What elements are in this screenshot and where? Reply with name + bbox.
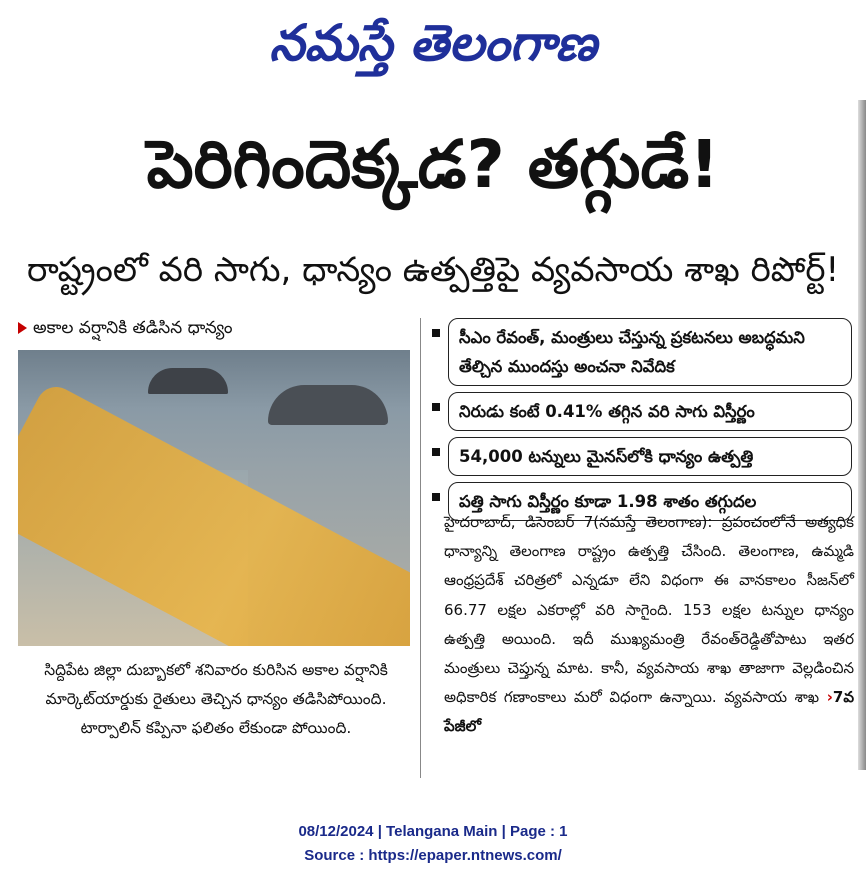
photo-tag-label: అకాల వర్షానికి తడిసిన ధాన్యం xyxy=(33,318,233,338)
photo-caption: సిద్దిపేట జిల్లా దుబ్బాకలో శనివారం కురిసిన అకాల వర్షానికి మార్కెట్‌యార్డుకు రైతులు తెచ్చిన ధాన్యం తడిసిపోయింది. టార్పాలిన్ కప్పినా ఫలితం లేకుండా పోయింది. xyxy=(44,661,388,737)
triangle-bullet-icon xyxy=(18,322,27,334)
highlights-list xyxy=(432,318,852,527)
subheadline: రాష్ట్రంలో వరి సాగు, ధాన్యం ఉత్పత్తిపై వ్యవసాయ శాఖ రిపోర్ట్! xyxy=(26,250,840,290)
news-photo xyxy=(18,350,410,646)
highlight-item xyxy=(432,318,852,386)
square-bullet-icon xyxy=(432,403,440,411)
highlight-text: పత్తి సాగు విస్తీర్ణం కూడా 1.98 శాతం తగ్గుదల xyxy=(448,482,852,521)
highlight-text: నిరుడు కంటే 0.41% తగ్గిన వరి సాగు విస్తీర్ణం xyxy=(448,392,852,431)
article-body xyxy=(444,508,854,742)
square-bullet-icon xyxy=(432,448,440,456)
photo-tarpaulin xyxy=(148,368,228,394)
highlight-text: సీఎం రేవంత్, మంత్రులు చేస్తున్న ప్రకటనలు అబద్ధమని తేల్చిన ముందస్తు అంచనా నివేదిక xyxy=(448,318,852,386)
photo-tag xyxy=(18,314,233,342)
highlight-item xyxy=(432,392,852,431)
footer-source-link[interactable]: Source : https://epaper.ntnews.com/ xyxy=(304,847,562,864)
page-edge-shadow xyxy=(858,100,866,770)
column-divider xyxy=(420,318,421,778)
newspaper-masthead: నమస్తే తెలంగాణ xyxy=(269,14,597,72)
highlight-item xyxy=(432,437,852,476)
photo-tarpaulin xyxy=(268,385,388,425)
article-body-text: హైదరాబాద్, డిసెంబర్ 7(నమస్తే తెలంగాణ): ప్రపంచంలోనే అత్యధిక ధాన్యాన్ని తెలంగాణ రాష్ట్రం ఉత్పత్తి చేసింది. తెలంగాణ, ఉమ్మడి ఆంధ్రప్రదేశ్ చరిత్రలో ఎన్నడూ లేని విధంగా ఈ వానకాలం సీజన్‌లో 66.77 లక్షల ఎకరాల్లో వరి సాగైంది. 153 లక్షల టన్నుల ధాన్యం ఉత్పత్తి అయింది. ఇదీ ముఖ్యమంత్రి రేవంత్‌రెడ్డితోపాటు ఇతర మంత్రులు చెప్తున్న మాట. కానీ, వ్యవసాయ శాఖ తాజాగా వెల్లడించిన అధికారిక గణాంకాలు మరో విధంగా ఉన్నాయి. వ్యవసాయ శాఖ xyxy=(444,513,854,707)
continued-page-link[interactable]: 7వ పేజీలో xyxy=(444,688,854,736)
page-footer xyxy=(0,820,866,868)
square-bullet-icon xyxy=(432,329,440,337)
footer-date-edition: 08/12/2024 | Telangana Main | Page : 1 xyxy=(298,823,568,840)
highlight-text: 54,000 టన్నులు మైనస్‌లోకి ధాన్యం ఉత్పత్తి xyxy=(448,437,852,476)
continued-arrow-icon: › xyxy=(826,688,833,707)
headline: పెరిగిందెక్కడ? తగ్గుడే! xyxy=(146,126,720,203)
square-bullet-icon xyxy=(432,493,440,501)
